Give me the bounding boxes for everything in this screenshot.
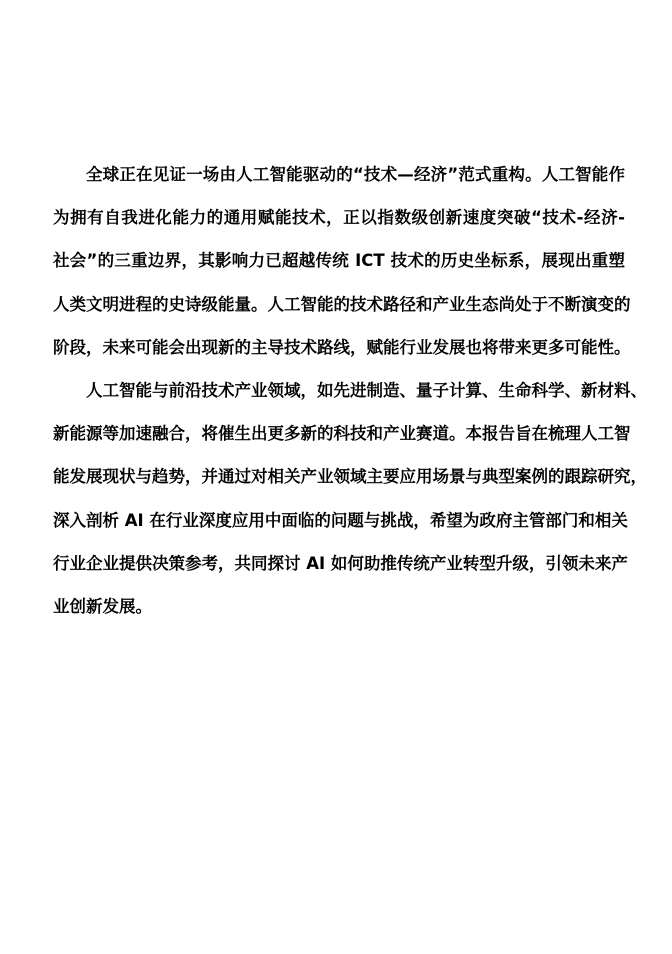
text-line: 社会”的三重边界，其影响力已超越传统 ICT 技术的历史坐标系，展现出重塑 bbox=[53, 251, 625, 271]
text-line: 行业企业提供决策参考，共同探讨 AI 如何助推传统产业转型升级，引领未来产 bbox=[53, 553, 628, 573]
paragraph-2 bbox=[53, 376, 647, 635]
text-line: 新能源等加速融合，将催生出更多新的科技和产业赛道。本报告旨在梳理人工智 bbox=[53, 424, 631, 444]
text-line: 人类文明进程的史诗级能量。人工智能的技术路径和产业生态尚处于不断演变的 bbox=[53, 294, 631, 314]
text-line: 阶段，未来可能会出现新的主导技术路线，赋能行业发展也将带来更多可能性。 bbox=[53, 337, 631, 357]
paragraph-1 bbox=[53, 160, 631, 376]
text-line: 深入剖析 AI 在行业深度应用中面临的问题与挑战，希望为政府主管部门和相关 bbox=[53, 510, 628, 530]
text-line: 为拥有自我进化能力的通用赋能技术，正以指数级创新速度突破“技术-经济- bbox=[53, 208, 625, 228]
text-line: 业创新发展。 bbox=[53, 596, 152, 616]
text-line: 能发展现状与趋势，并通过对相关产业领域主要应用场景与典型案例的跟踪研究， bbox=[53, 467, 647, 487]
text-line: 人工智能与前沿技术产业领域，如先进制造、量子计算、生命科学、新材料、 bbox=[86, 380, 647, 400]
text-line: 全球正在见证一场由人工智能驱动的“技术—经济”范式重构。人工智能作 bbox=[86, 165, 625, 184]
body-text bbox=[53, 160, 647, 635]
